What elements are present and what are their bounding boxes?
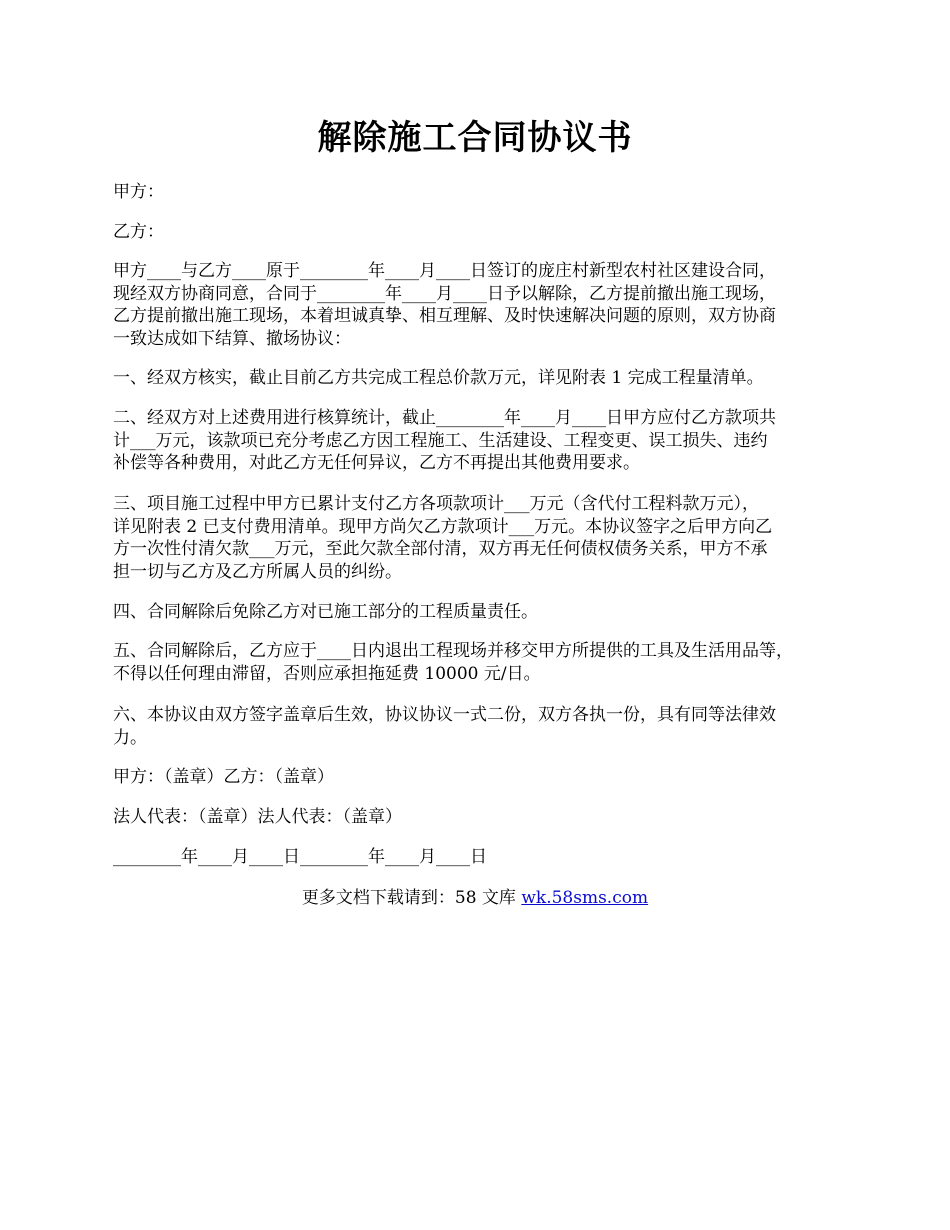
- paragraph-line: 一致达成如下结算、撤场协议：: [113, 328, 351, 349]
- paragraph-line: 不得以任何理由滞留，否则应承担拖延费 10000 元/日。: [113, 663, 541, 684]
- paragraph-line: ________年____月____日________年____月____日: [113, 847, 487, 867]
- paragraph-line: 三、项目施工过程中甲方已累计支付乙方各项款项计___万元（含代付工程料款万元），: [113, 494, 759, 514]
- paragraph-line: 计___万元，该款项已充分考虑乙方因工程施工、生活建设、工程变更、误工损失、违约: [113, 430, 768, 451]
- paragraph-line: 法人代表：（盖章）法人代表：（盖章）: [113, 807, 402, 827]
- paragraph-line: 详见附表 2 已支付费用清单。现甲方尚欠乙方款项计___万元。本协议签字之后甲方向乙: [113, 516, 773, 537]
- party-a-label: [113, 181, 853, 204]
- paragraph-line: 力。: [113, 727, 147, 748]
- clause-5: [113, 640, 853, 685]
- paragraph-line: 甲方：: [113, 182, 164, 202]
- paragraph-line: 补偿等各种费用，对此乙方无任何异议，乙方不再提出其他费用要求。: [113, 453, 640, 473]
- download-footer: [0, 886, 950, 910]
- legal-representative-line: [113, 806, 853, 829]
- footer-text: 更多文档下载请到：58 文库: [301, 888, 522, 908]
- clause-1: [113, 367, 853, 390]
- paragraph-line: 五、合同解除后，乙方应于____日内退出工程现场并移交甲方所提供的工具及生活用品等，: [113, 641, 793, 661]
- paragraph-line: 现经双方协商同意，合同于________年____月____日予以解除，乙方提前撤出施工现场，: [113, 283, 776, 304]
- paragraph-line: 甲方：（盖章）乙方：（盖章）: [113, 767, 334, 787]
- document-title: 解除施工合同协议书: [317, 118, 633, 158]
- paragraph-line: 六、本协议由双方签字盖章后生效，协议协议一式二份，双方各执一份，具有同等法律效: [113, 705, 776, 725]
- clause-2: [113, 407, 853, 475]
- paragraph-line: 乙方：: [113, 222, 164, 242]
- paragraph-line: 一、经双方核实，截止目前乙方共完成工程总价款万元，详见附表 1 完成工程量清单。: [113, 368, 764, 388]
- intro-paragraph: [113, 260, 853, 350]
- paragraph-line: 甲方____与乙方____原于________年____月____日签订的庞庄村新型农村社区建设合同，: [113, 261, 776, 281]
- paragraph-line: 方一次性付清欠款___万元，至此欠款全部付清，双方再无任何债权债务关系，甲方不承: [113, 539, 768, 559]
- party-b-label: [113, 221, 853, 244]
- signature-seal-line: [113, 766, 853, 789]
- paragraph-line: 乙方提前撤出施工现场，本着坦诚真挚、相互理解、及时快速解决问题的原则，双方协商: [113, 306, 776, 326]
- date-line: [113, 846, 853, 869]
- footer-link[interactable]: wk.58sms.com: [521, 888, 649, 908]
- paragraph-line: 担一切与乙方及乙方所属人员的纠纷。: [113, 561, 402, 582]
- clause-6: [113, 704, 853, 749]
- paragraph-line: 四、合同解除后免除乙方对已施工部分的工程质量责任。: [113, 602, 538, 622]
- clause-3: [113, 493, 853, 583]
- paragraph-line: 二、经双方对上述费用进行核算统计，截止________年____月____日甲方应付乙方款项共: [113, 408, 776, 428]
- clause-4: [113, 601, 853, 624]
